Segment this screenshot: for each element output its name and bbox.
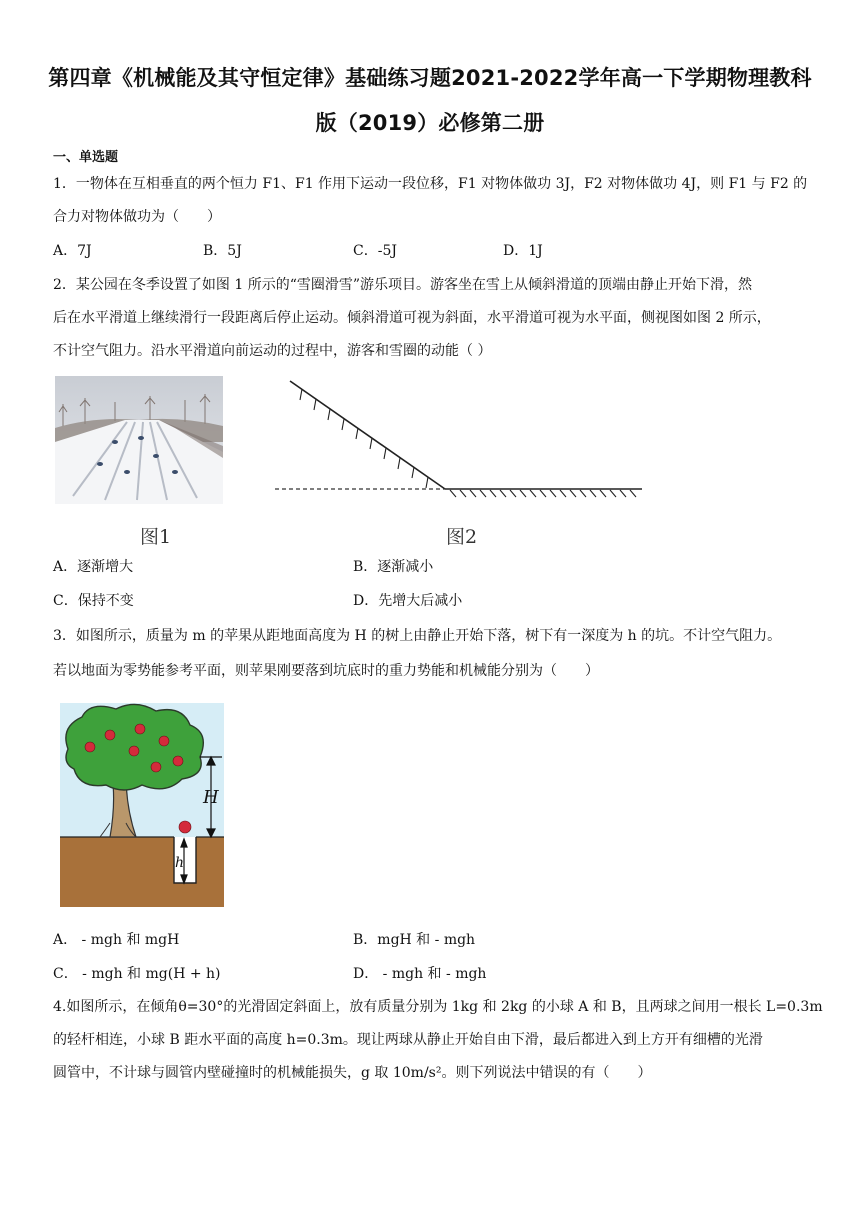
depth-label-h: h [175,855,185,871]
q3-stem-line2: 若以地面为零势能参考平面，则苹果刚要落到坑底时的重力势能和机械能分别为（ ） [53,663,599,679]
q2-stem-line2: 后在水平滑道上继续滑行一段距离后停止运动。倾斜滑道可视为斜面，水平滑道可视为水平面，侧视图如图 2 所示， [53,310,771,326]
q4-stem-line1: 4.如图所示，在倾角θ=30°的光滑固定斜面上，放有质量分别为 1kg 和 2kg 的小球 A 和 B，且两球之间用一根长 L=0.3m [53,999,823,1015]
q4-stem-line3: 圆管中，不计球与圆管内壁碰撞时的机械能损失，g 取 10m/s²。则下列说法中错误的有（ ） [53,1065,652,1081]
apple-tree-diagram [60,703,224,907]
q1-option-b: B．5J [203,243,242,259]
q1-option-d: D．1J [503,243,543,259]
height-label-H: H [203,787,219,808]
q3-option-b: B．mgH 和 - mgh [353,932,476,948]
section-heading: 一、单选题 [53,150,119,165]
q1-stem-line2: 合力对物体做功为（ ） [53,209,221,225]
q1-option-c: C．-5J [353,243,397,259]
q4-stem-line2: 的轻杆相连，小球 B 距水平面的高度 h=0.3m。现让两球从静止开始自由下滑，最后都进入到上方开有细槽的光滑 [53,1032,763,1048]
q2-stem-line1: 2．某公园在冬季设置了如图 1 所示的“雪圈滑雪”游乐项目。游客坐在雪上从倾斜滑道的顶端由静止开始下滑，然 [53,277,753,293]
q2-option-b: B．逐渐减小 [353,559,434,575]
q3-option-d: D． - mgh 和 - mgh [353,966,487,982]
q3-stem-line1: 3．如图所示，质量为 m 的苹果从距地面高度为 H 的树上由静止开始下落，树下有一深度为 h 的坑。不计空气阻力。 [53,628,782,644]
figure1-caption: 图1 [140,526,172,548]
document-title-line2: 版（2019）必修第二册 [315,111,545,135]
figure2-caption: 图2 [446,526,478,548]
q3-option-c: C． - mgh 和 mg(H + h) [53,966,221,982]
document-title-line1: 第四章《机械能及其守恒定律》基础练习题2021-2022学年高一下学期物理教科 [48,66,812,90]
slope-side-view-diagram [270,375,650,505]
snow-tubing-photo [55,376,223,504]
q2-option-d: D．先增大后减小 [353,593,463,609]
q2-stem-line3: 不计空气阻力。沿水平滑道向前运动的过程中，游客和雪圈的动能（ ） [53,343,492,359]
q2-option-a: A．逐渐增大 [53,559,134,575]
q1-option-a: A．7J [53,243,92,259]
q2-option-c: C．保持不变 [53,593,134,609]
q1-stem-line1: 1．一物体在互相垂直的两个恒力 F1、F1 作用下运动一段位移，F1 对物体做功 3J，F2 对物体做功 4J，则 F1 与 F2 的 [53,176,808,192]
q3-option-a: A． - mgh 和 mgH [53,932,180,948]
